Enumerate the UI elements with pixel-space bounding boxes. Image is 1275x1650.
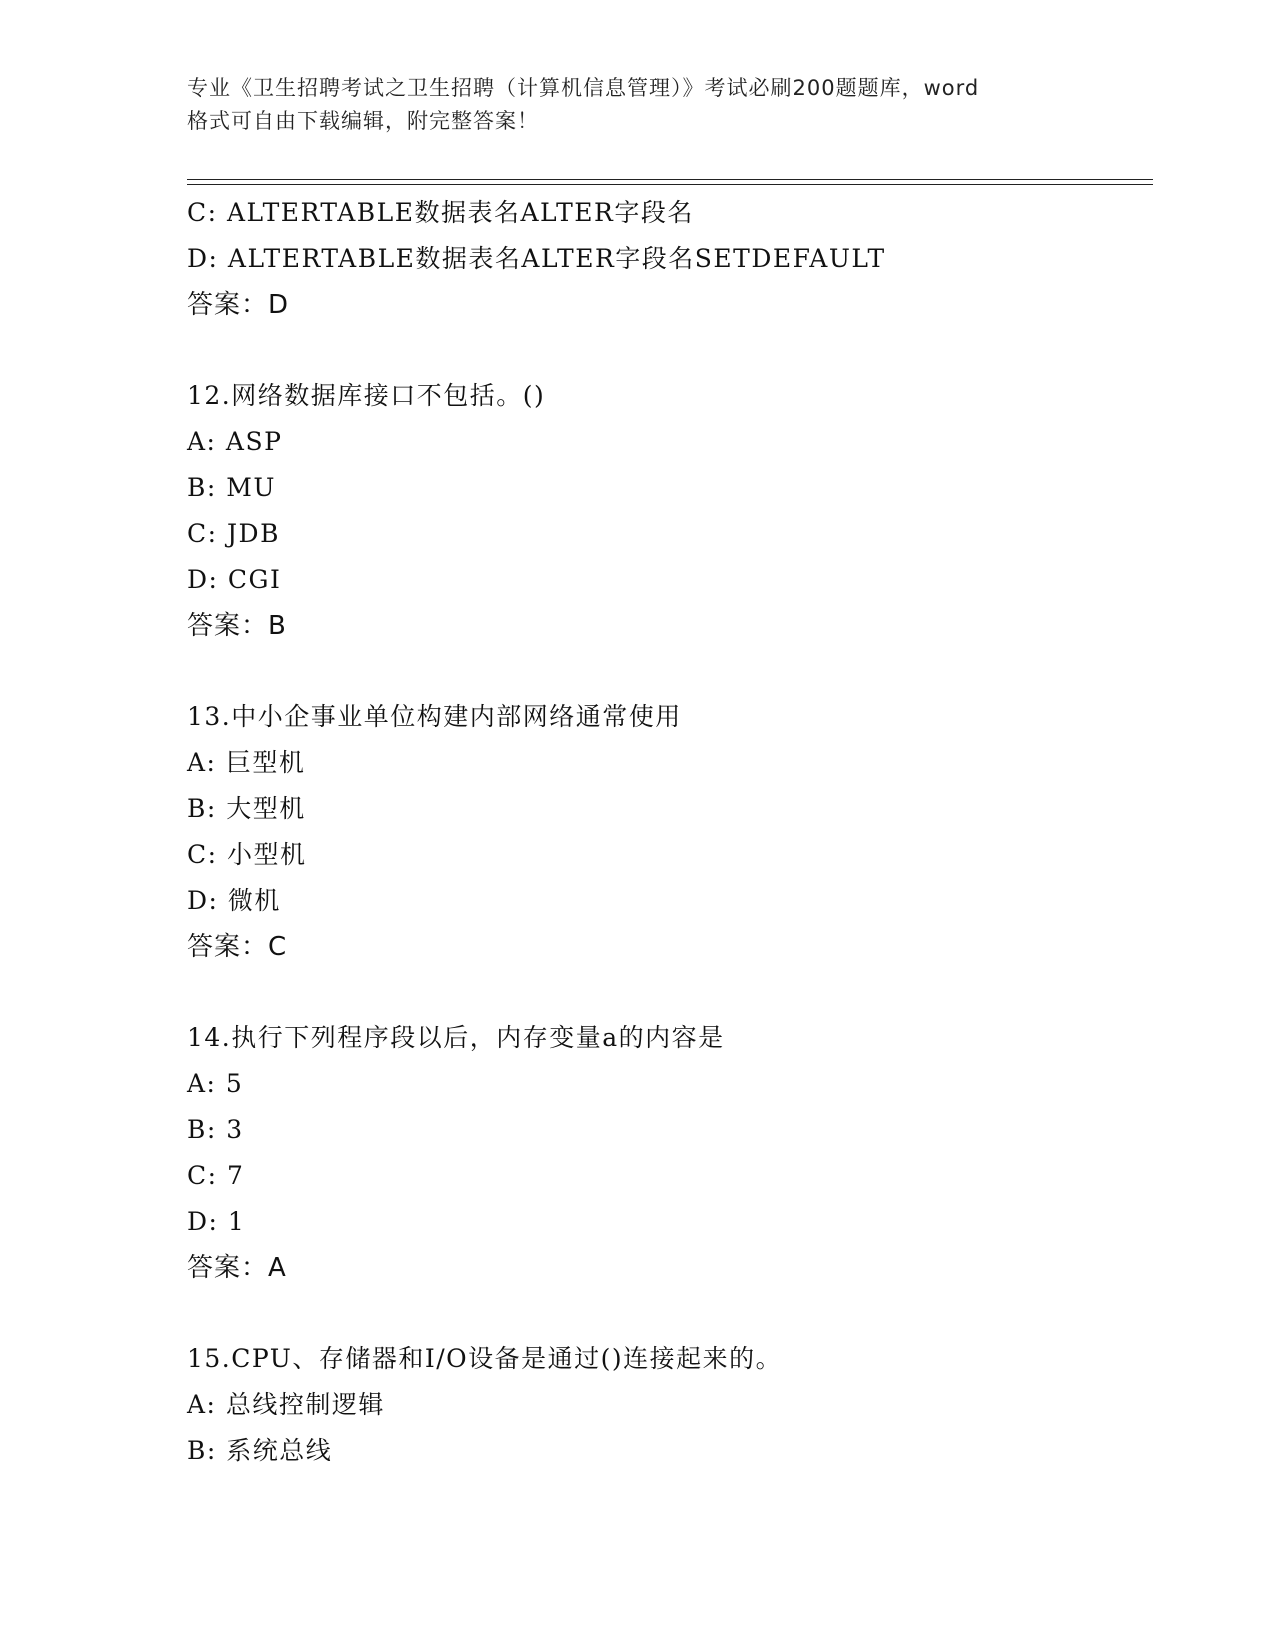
question-12 [187,373,1137,649]
header-divider-bottom [187,184,1153,185]
option-a: A: ASP [187,427,283,456]
question-14 [187,1015,1137,1291]
question-stem: 12.网络数据库接口不包括。() [187,381,546,410]
option-a: A: 巨型机 [187,748,306,777]
option-d: D: 1 [187,1207,246,1236]
option-d: D: 微机 [187,886,281,915]
header-line-1: 专业《卫生招聘考试之卫生招聘（计算机信息管理）》考试必刷200题题库，word [187,76,980,100]
question-list [187,190,1137,1474]
option-d: D: CGI [187,565,282,594]
document-header [187,72,1087,138]
option-c: C: 小型机 [187,840,307,869]
option-c: C: 7 [187,1161,245,1190]
question-11-tail [187,190,1137,328]
question-stem: 14.执行下列程序段以后，内存变量a的内容是 [187,1023,725,1052]
header-line-2: 格式可自由下载编辑，附完整答案！ [187,109,539,133]
answer: 答案：D [187,290,290,320]
option-c: C: JDB [187,519,280,548]
answer: 答案：B [187,611,287,641]
option-b: B: MU [187,473,276,502]
question-stem: 13.中小企事业单位构建内部网络通常使用 [187,702,682,731]
option-a: A: 5 [187,1069,244,1098]
answer: 答案：C [187,932,288,962]
answer: 答案：A [187,1253,287,1283]
option-b: B: 系统总线 [187,1436,333,1465]
option-a: A: 总线控制逻辑 [187,1390,385,1419]
option-c: C: ALTERTABLE数据表名ALTER字段名 [187,198,694,227]
header-divider-top [187,179,1153,180]
option-d: D: ALTERTABLE数据表名ALTER字段名SETDEFAULT [187,244,886,273]
option-b: B: 3 [187,1115,244,1144]
option-b: B: 大型机 [187,794,306,823]
question-13 [187,694,1137,970]
question-15 [187,1336,1137,1474]
question-stem: 15.CPU、存储器和I/O设备是通过()连接起来的。 [187,1344,783,1373]
